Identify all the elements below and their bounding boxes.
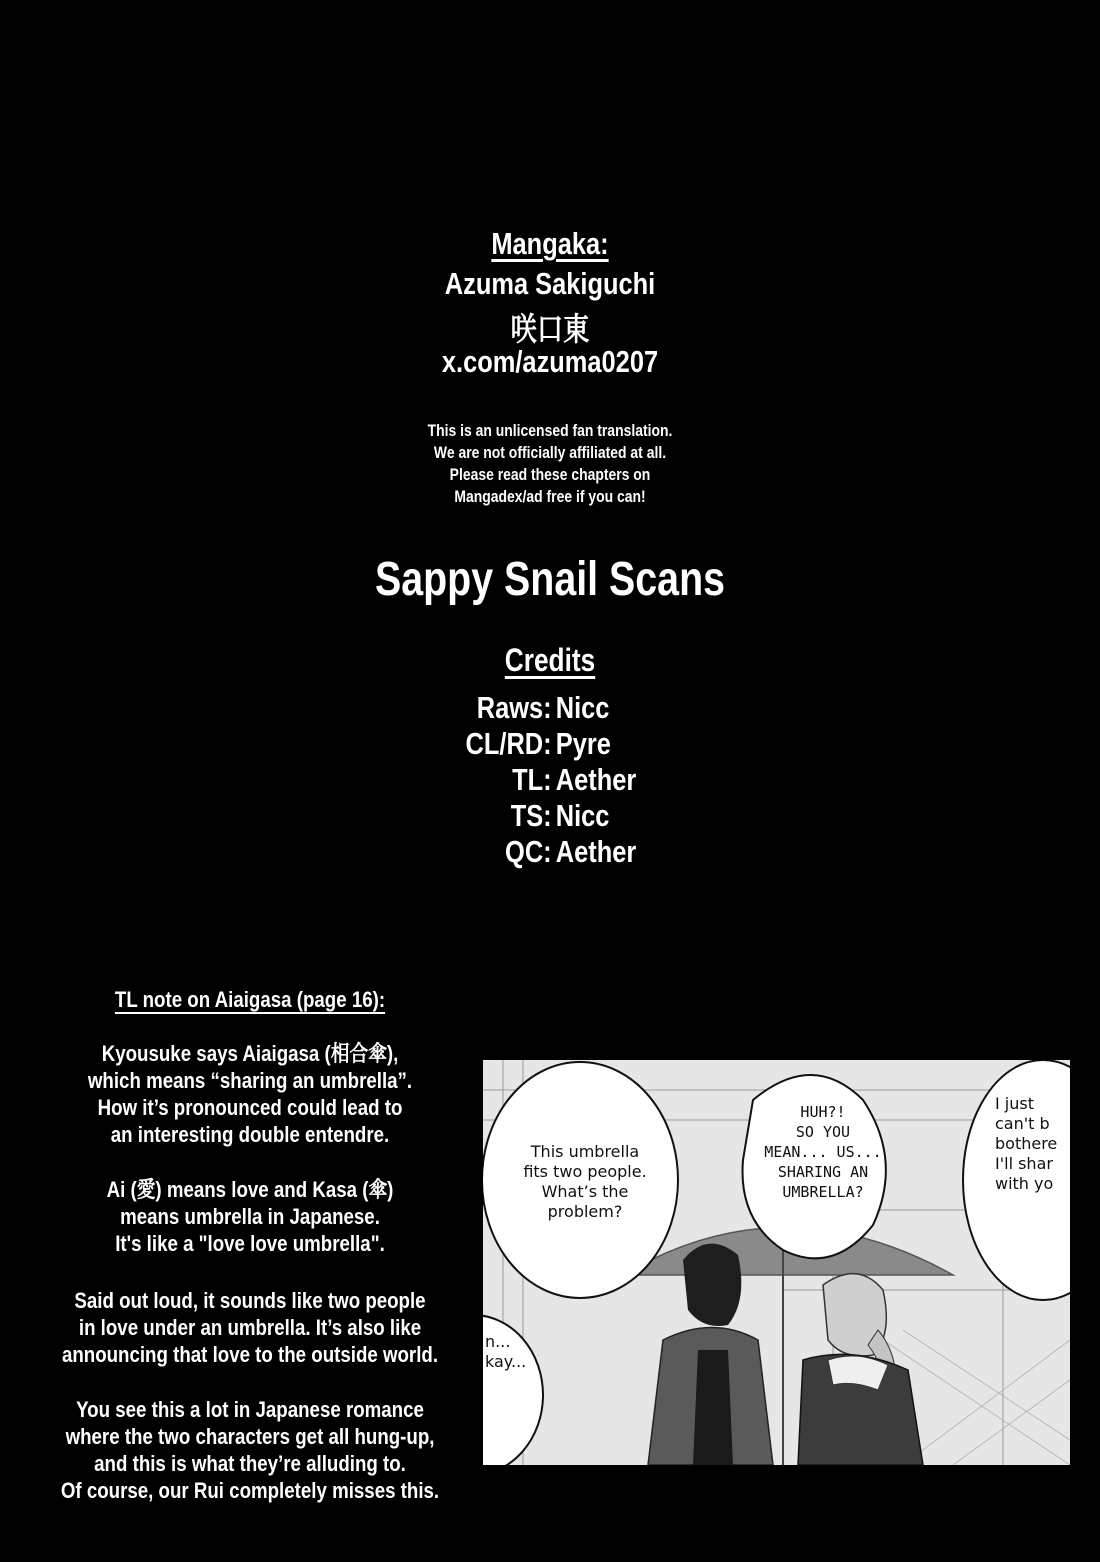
disclaimer-line: This is an unlicensed fan translation. — [427, 421, 673, 440]
credits-list — [99, 690, 1001, 890]
credit-role: CL/RD: — [465, 726, 552, 761]
disclaimer-line: Mangadex/ad free if you can! — [454, 487, 646, 506]
mangaka-name-japanese: 咲口東 — [510, 311, 590, 347]
tl-note-line: Of course, our Rui completely misses this. — [60, 1478, 440, 1503]
credit-role: TS: — [510, 798, 552, 833]
speech-line: What’s the — [541, 1182, 629, 1201]
speech-line: bothere — [995, 1134, 1058, 1153]
speech-line: fits two people. — [523, 1162, 647, 1181]
speech-bubble-4 — [485, 1332, 545, 1372]
tl-note-line: It's like a "love love umbrella". — [115, 1231, 385, 1256]
credit-role: QC: — [505, 834, 552, 869]
credit-name: Nicc — [555, 690, 610, 725]
credit-role: TL: — [512, 762, 552, 797]
tl-note-paragraph — [38, 1396, 463, 1504]
speech-bubble-1 — [510, 1142, 660, 1222]
tl-note-line: How it’s pronounced could lead to — [97, 1095, 403, 1120]
credit-name: Aether — [555, 834, 637, 869]
speech-line: MEAN... US... — [764, 1143, 882, 1161]
mangaka-label: Mangaka: — [491, 226, 609, 261]
tl-note-line: in love under an umbrella. It’s also like — [78, 1315, 422, 1340]
speech-line: can't b — [995, 1114, 1050, 1133]
speech-line: UMBRELLA? — [782, 1183, 864, 1201]
speech-line: SHARING AN — [777, 1163, 869, 1181]
credit-row — [99, 726, 1001, 762]
speech-line: with yo — [995, 1174, 1054, 1193]
tl-note-paragraph — [38, 1287, 463, 1368]
tl-note-heading: TL note on Aiaigasa (page 16): — [114, 987, 386, 1012]
credit-row — [99, 834, 1001, 870]
tl-note-line: You see this a lot in Japanese romance — [76, 1397, 424, 1422]
tl-note-line: Ai (愛) means love and Kasa (傘) — [106, 1177, 394, 1202]
tl-note-line: an interesting double entendre. — [110, 1122, 390, 1147]
credits-heading: Credits — [504, 642, 596, 678]
speech-line: HUH?! — [800, 1103, 846, 1121]
tl-note-line: means umbrella in Japanese. — [120, 1204, 380, 1229]
disclaimer-line: Please read these chapters on — [449, 465, 651, 484]
mangaka-name: Azuma Sakiguchi — [444, 266, 656, 301]
tl-note-line: where the two characters get all hung-up, — [65, 1424, 435, 1449]
credit-row — [99, 798, 1001, 834]
disclaimer — [99, 420, 1001, 508]
speech-line: This umbrella — [530, 1142, 640, 1161]
speech-line: SO YOU — [795, 1123, 851, 1141]
speech-line: I'll shar — [995, 1154, 1053, 1173]
speech-line: n... — [485, 1332, 511, 1351]
manga-panel — [483, 1060, 1070, 1465]
speech-line: kay... — [485, 1352, 527, 1371]
credit-row — [99, 690, 1001, 726]
tl-note-line: announcing that love to the outside world. — [61, 1342, 439, 1367]
tl-note-paragraph — [38, 1040, 463, 1148]
speech-line: problem? — [547, 1202, 623, 1221]
credit-name: Aether — [555, 762, 637, 797]
tl-note-line: and this is what they’re alluding to. — [94, 1451, 406, 1476]
credit-row — [99, 762, 1001, 798]
credit-name: Nicc — [555, 798, 610, 833]
speech-bubble-3 — [995, 1094, 1070, 1194]
tl-note-paragraph — [38, 1176, 463, 1257]
speech-bubble-2 — [758, 1102, 888, 1202]
tl-note-line: Said out loud, it sounds like two people — [74, 1288, 426, 1313]
credit-role: Raws: — [476, 690, 552, 725]
disclaimer-line: We are not officially affiliated at all. — [433, 443, 667, 462]
tl-note-line: which means “sharing an umbrella”. — [87, 1068, 413, 1093]
speech-line: I just — [995, 1094, 1034, 1113]
mangaka-link: x.com/azuma0207 — [441, 344, 659, 379]
credit-name: Pyre — [555, 726, 611, 761]
tl-note-line: Kyousuke says Aiaigasa (相合傘), — [101, 1041, 399, 1066]
group-name: Sappy Snail Scans — [374, 553, 726, 606]
